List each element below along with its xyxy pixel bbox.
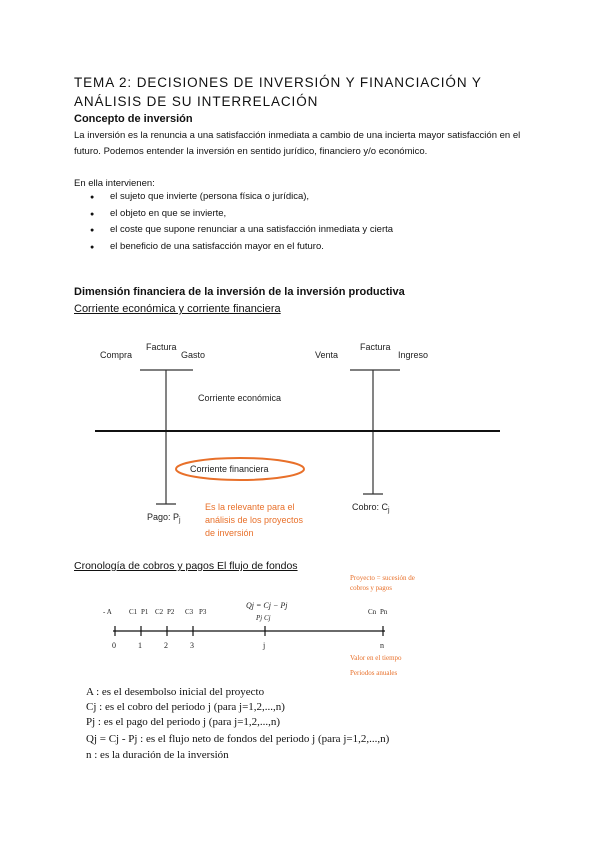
bullet-item: ● el beneficio de una satisfacción mayor en el futuro. bbox=[90, 241, 393, 258]
label-pn: Pn bbox=[380, 608, 388, 616]
pj-cj-label: Pj Cj bbox=[256, 614, 271, 622]
right-ingreso-label: Ingreso bbox=[398, 350, 429, 360]
bullet-item: ● el coste que supone renunciar a una satisfacción inmediata y cierta bbox=[90, 224, 393, 241]
cobro-label: Cobro: $C_j$ bbox=[352, 502, 390, 514]
svg-text:3: 3 bbox=[190, 641, 194, 650]
left-factura-label: Factura bbox=[146, 342, 177, 352]
legend-line: n : es la duración de la inversión bbox=[86, 749, 229, 761]
bullet-item: ● el objeto en que se invierte, bbox=[90, 208, 393, 225]
cronologia-heading: Cronología de cobros y pagos El flujo de fondos bbox=[74, 560, 298, 572]
legend-line: Pj : es el pago del periodo j (para j=1,2,...,n) bbox=[86, 716, 281, 728]
note-line-3: de inversión bbox=[205, 528, 254, 538]
page-title: TEMA 2: DECISIONES DE INVERSIÓN Y FINANCIACIÓN Y ANÁLISIS DE SU INTERRELACIÓN bbox=[74, 75, 482, 109]
concepto-heading: Concepto de inversión bbox=[74, 113, 193, 125]
label-c3: C3 bbox=[185, 608, 194, 616]
label-minus-a: - A bbox=[103, 608, 112, 616]
pago-label: Pago: $P_j$ bbox=[147, 512, 181, 524]
concepto-intro: En ella intervienen: bbox=[74, 178, 155, 189]
corriente-economica-label: Corriente económica bbox=[198, 393, 282, 403]
svg-text:1: 1 bbox=[138, 641, 142, 650]
proyecto-note-1: Proyecto = sucesión de bbox=[350, 574, 415, 582]
legend-line: Cj : es el cobro del periodo j (para j=1,2,...,n) bbox=[86, 701, 285, 713]
dimension-heading: Dimensión financiera de la inversión de la inversión productiva bbox=[74, 286, 405, 298]
note-line-2: análisis de los proyectos bbox=[205, 515, 304, 525]
label-p2: P2 bbox=[167, 608, 175, 616]
note-line-1: Es la relevante para el bbox=[205, 502, 295, 512]
valor-tiempo-note: Valor en el tiempo bbox=[350, 654, 402, 662]
corriente-financiera-label: Corriente financiera bbox=[190, 464, 269, 474]
left-gasto-label: Gasto bbox=[181, 350, 206, 360]
label-cn: Cn bbox=[368, 608, 377, 616]
label-c2: C2 bbox=[155, 608, 164, 616]
timeline-top-labels bbox=[103, 601, 388, 622]
left-compra-label: Compra bbox=[100, 350, 133, 360]
label-p1: P1 bbox=[141, 608, 149, 616]
proyecto-note-2: cobros y pagos bbox=[350, 584, 392, 592]
svg-text:n: n bbox=[380, 641, 384, 650]
timeline-tick-labels bbox=[112, 641, 384, 650]
dimension-subheading: Corriente económica y corriente financiera bbox=[74, 303, 281, 315]
concepto-paragraph: La inversión es la renuncia a una satisfacción inmediata a cambio de una incierta mayor satisfacción en el futuro. Podemos entender la inversión en sentido jurídico, financiero y/o económico. bbox=[74, 130, 521, 157]
legend-line: Qj = Cj - Pj : es el flujo neto de fondos del periodo j (para j=1,2,...,n) bbox=[86, 733, 390, 745]
legend-line: A : es el desembolso inicial del proyecto bbox=[86, 686, 265, 698]
svg-text:0: 0 bbox=[112, 641, 116, 650]
qj-label: Qj = Cj − Pj bbox=[246, 601, 288, 610]
right-venta-label: Venta bbox=[315, 350, 339, 360]
label-p3: P3 bbox=[199, 608, 207, 616]
bullet-item: ● el sujeto que invierte (persona física o jurídica), bbox=[90, 191, 393, 208]
right-factura-label: Factura bbox=[360, 342, 391, 352]
periodos-note: Periodos anuales bbox=[350, 669, 398, 677]
svg-text:2: 2 bbox=[164, 641, 168, 650]
label-c1: C1 bbox=[129, 608, 138, 616]
svg-text:j: j bbox=[263, 641, 266, 650]
